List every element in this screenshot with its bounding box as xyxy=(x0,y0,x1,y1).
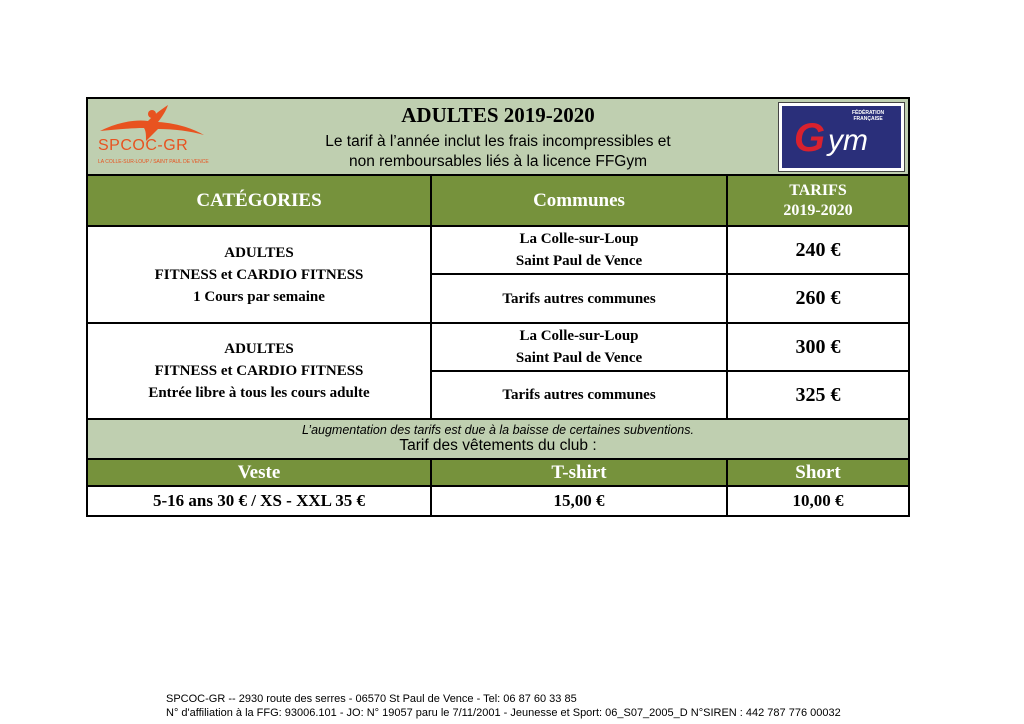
ffgym-ym-letters: ym xyxy=(828,124,868,157)
club-name: SPCOC-GR xyxy=(98,137,189,154)
subsidy-note: L’augmentation des tarifs est due à la baisse de certaines subventions. xyxy=(302,423,694,437)
category-cell-1: ADULTES FITNESS et CARDIO FITNESS 1 Cours par semaine xyxy=(88,227,432,324)
price-cell-2-1: 300 € xyxy=(728,324,908,372)
ffgym-logo xyxy=(778,102,905,172)
commune-cell-2-2: Tarifs autres communes xyxy=(432,372,728,420)
clothing-price-veste: 5-16 ans 30 € / XS - XXL 35 € xyxy=(88,487,432,515)
tarif-table xyxy=(86,97,910,517)
price-cell-1-1: 240 € xyxy=(728,227,908,275)
page-title: ADULTES 2019-2020 xyxy=(401,103,595,127)
clothing-price-short: 10,00 € xyxy=(792,491,844,510)
footer xyxy=(166,692,841,720)
footer-address: SPCOC-GR -- 2930 route des serres - 06570 St Paul de Vence - Tel: 06 87 60 33 85 xyxy=(166,693,577,705)
category-cell-2: ADULTES FITNESS et CARDIO FITNESS Entrée libre à tous les cours adulte xyxy=(88,324,432,420)
ffgym-logo-background xyxy=(782,106,901,168)
commune-cell-2-1: La Colle-sur-Loup Saint Paul de Vence xyxy=(432,324,728,372)
column-header-categories: CATÉGORIES xyxy=(88,176,432,227)
column-header-tarifs: TARIFS 2019-2020 xyxy=(728,176,908,227)
club-subtitle: LA COLLE-SUR-LOUP / SAINT PAUL DE VENCE xyxy=(98,159,209,165)
price-cell-1-2: 260 € xyxy=(728,275,908,324)
footer-affiliation: N° d'affiliation à la FFG: 93006.101 - JO: N° 19057 paru le 7/11/2001 - Jeunesse et Sport: 06_S07_2005_D N°SIREN : 442 787 776 00032 xyxy=(166,707,841,719)
clothing-header-veste: Veste xyxy=(88,460,432,487)
table-header xyxy=(88,99,908,176)
clothing-title: Tarif des vêtements du club : xyxy=(399,437,597,454)
header-line-1: Le tarif à l’année inclut les frais incompressibles et xyxy=(325,133,671,150)
clothing-header-tshirt: T-shirt xyxy=(432,460,728,487)
header-line-2: non remboursables liés à la licence FFGym xyxy=(348,153,648,170)
price-cell-2-2: 325 € xyxy=(728,372,908,420)
clothing-header-short: Short xyxy=(728,460,908,487)
clothing-price-tshirt: 15,00 € xyxy=(432,487,728,515)
ffgym-g-letter: G xyxy=(794,116,826,160)
ffgym-federation-text: FÉDÉRATION FRANÇAISE xyxy=(852,110,885,122)
column-header-communes: Communes xyxy=(432,176,728,227)
commune-cell-1-1: La Colle-sur-Loup Saint Paul de Vence xyxy=(432,227,728,275)
commune-cell-1-2: Tarifs autres communes xyxy=(432,275,728,324)
note-banner xyxy=(88,420,908,460)
